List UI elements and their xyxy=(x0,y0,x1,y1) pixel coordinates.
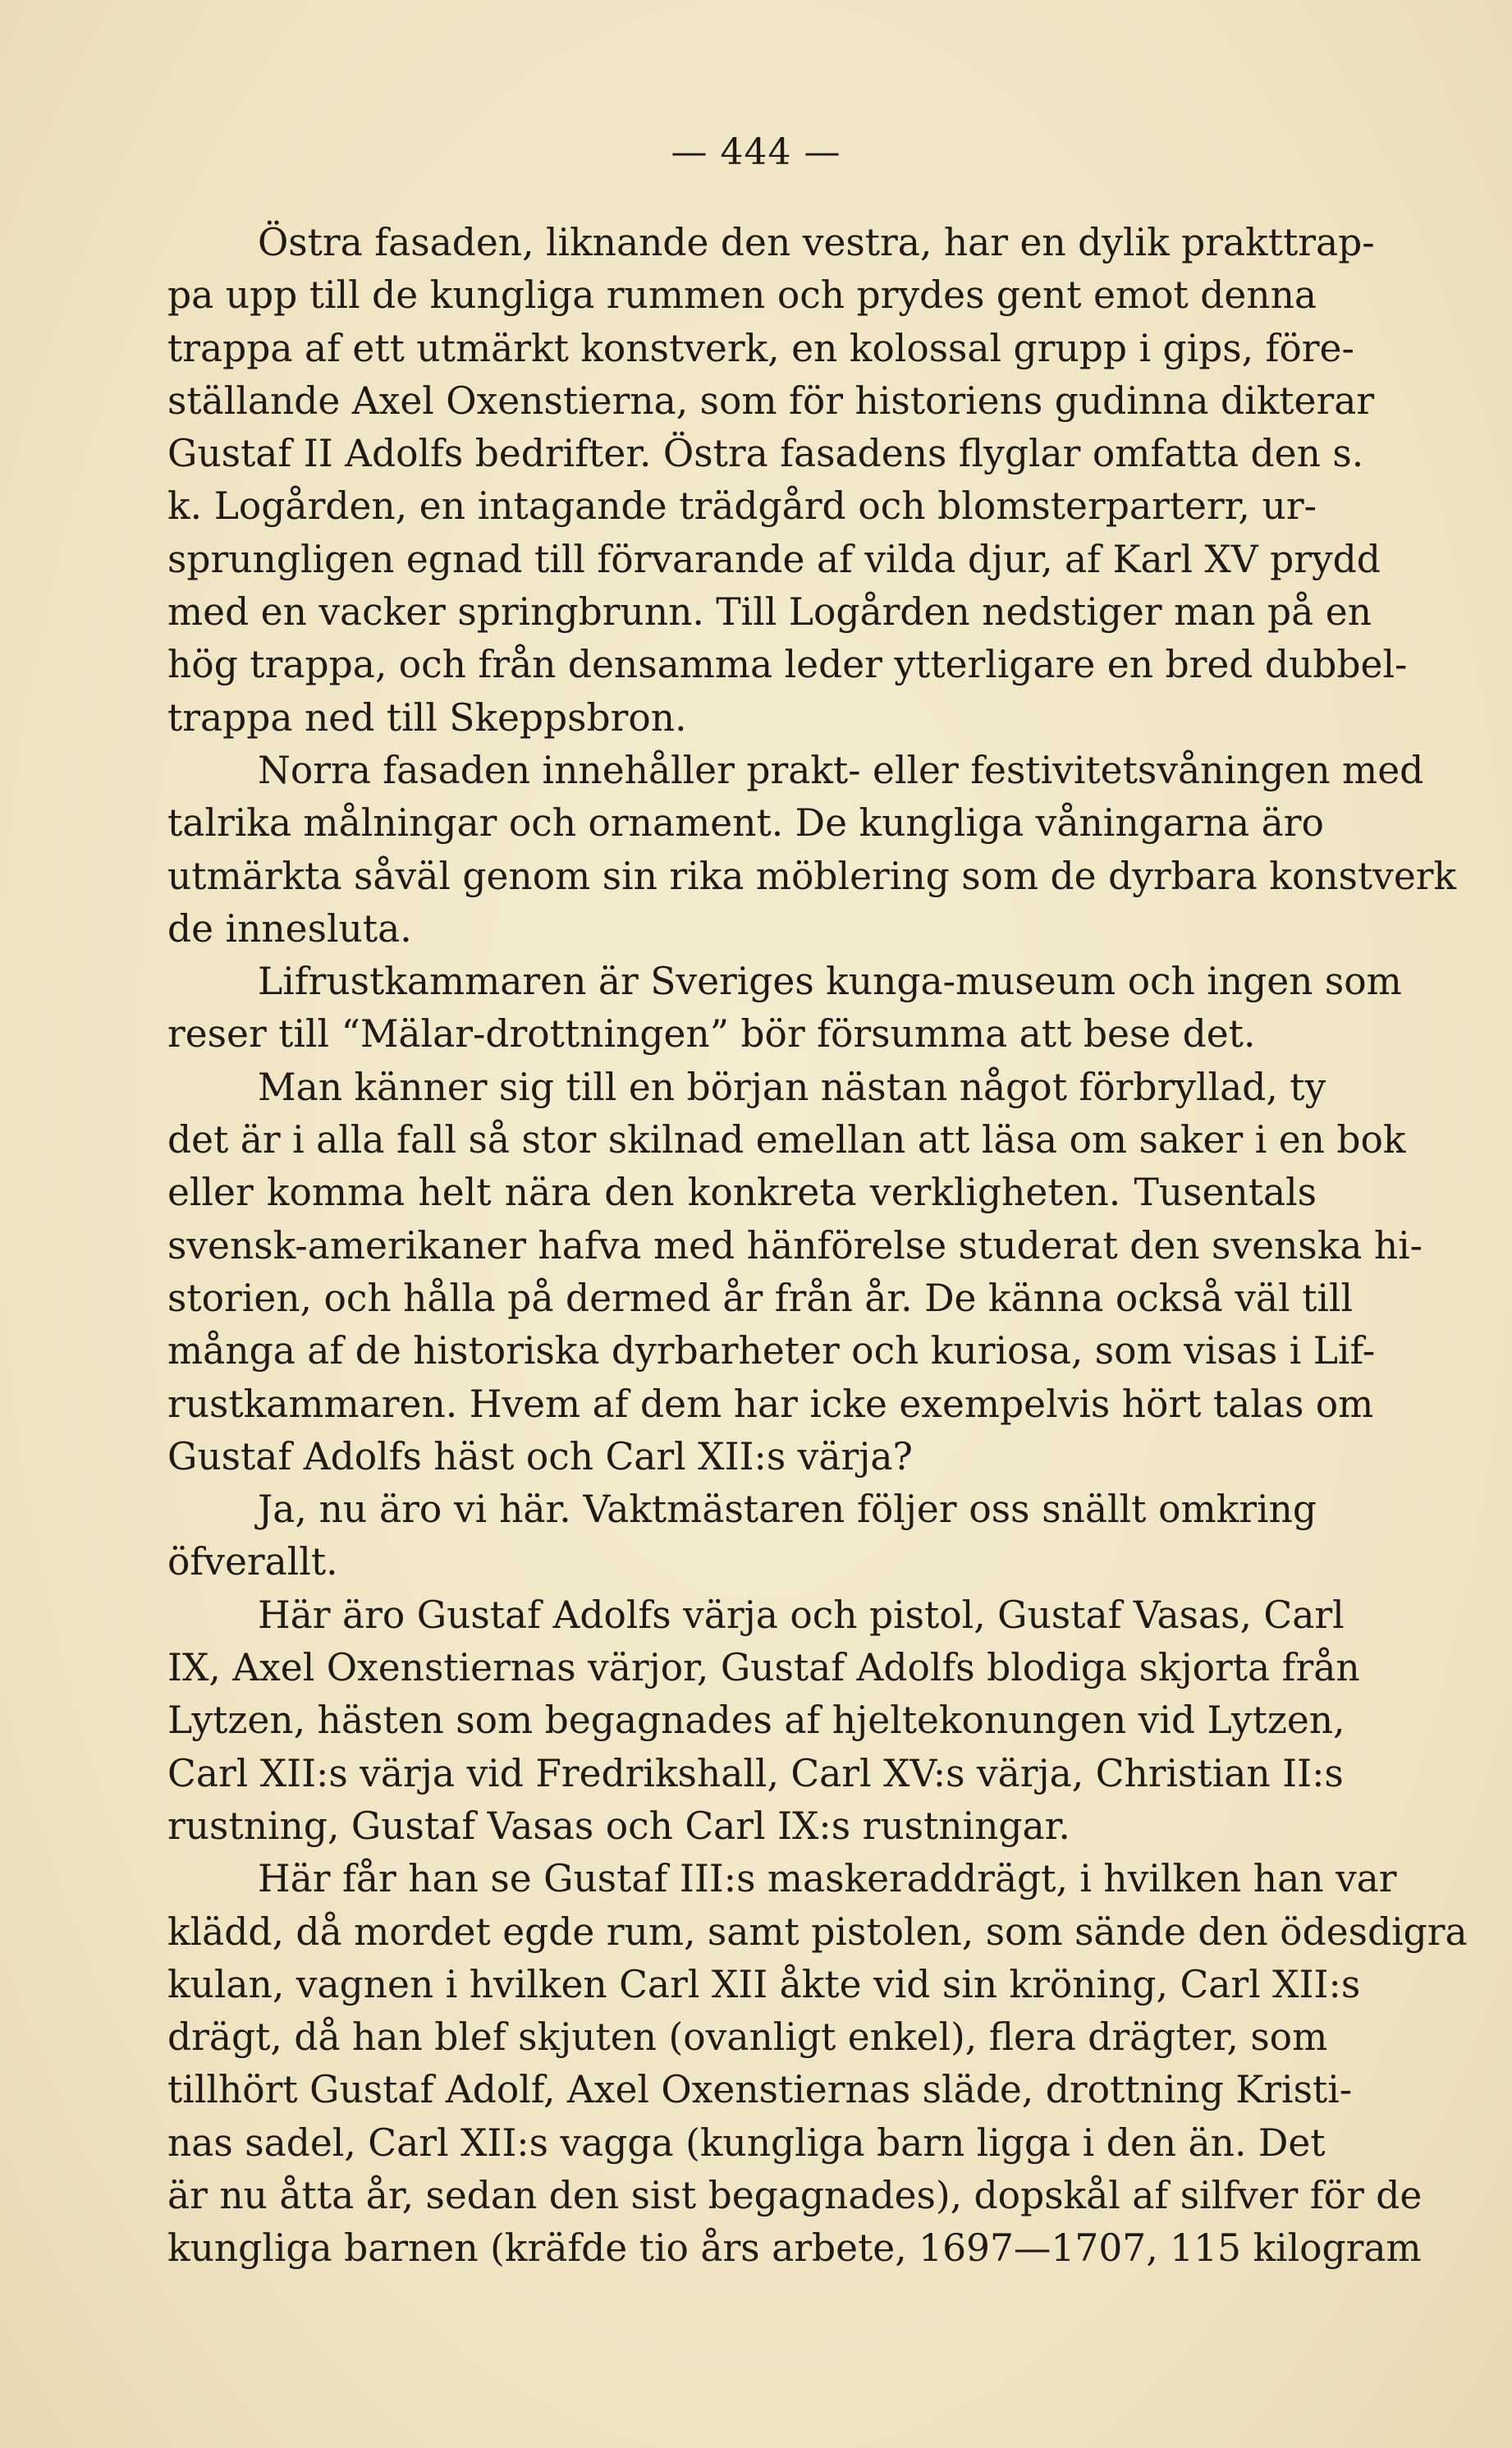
text-line: IX, Axel Oxenstiernas värjor, Gustaf Adolfs blodiga skjorta från xyxy=(167,1646,1360,1690)
text-line: Lytzen, hästen som begagnades af hjeltekonungen vid Lytzen, xyxy=(167,1698,1345,1743)
paragraph-costumes xyxy=(167,1853,1468,2275)
text-line: tillhört Gustaf Adolf, Axel Oxenstiernas släde, drottning Kristi- xyxy=(167,2068,1353,2112)
text-line: rustkammaren. Hvem af dem har icke exempelvis hört talas om xyxy=(167,1382,1374,1426)
text-line: många af de historiska dyrbarheter och kuriosa, som visas i Lif- xyxy=(167,1329,1376,1373)
text-line: talrika målningar och ornament. De kungliga våningarna äro xyxy=(167,801,1324,846)
paragraph-north-facade xyxy=(167,745,1457,956)
text-line: Lifrustkammaren är Sveriges kunga-museum och ingen som xyxy=(258,960,1402,1004)
text-line: reser till “Mälar-drottningen” bör försumma att bese det. xyxy=(167,1012,1256,1057)
text-line: Norra fasaden innehåller prakt- eller festivitetsvåningen med xyxy=(258,748,1424,792)
text-line: med en vacker springbrunn. Till Logården nedstiger man på en xyxy=(167,590,1372,635)
text-line: klädd, då mordet egde rum, samt pistolen, som sände den ödesdigra xyxy=(167,1909,1468,1954)
text-line: Carl XII:s värja vid Fredrikshall, Carl XV:s värja, Christian II:s xyxy=(167,1751,1344,1795)
text-line: trappa af ett utmärkt konstverk, en kolossal grupp i gips, före- xyxy=(167,326,1354,370)
text-line: är nu åtta år, sedan den sist begagnades), dopskål af silfver för de xyxy=(167,2173,1423,2217)
text-line: Här äro Gustaf Adolfs värja och pistol, Gustaf Vasas, Carl xyxy=(258,1593,1345,1637)
text-line: k. Logården, en intagande trädgård och blomsterparterr, ur- xyxy=(167,484,1317,529)
text-line: rustning, Gustaf Vasas och Carl IX:s rustningar. xyxy=(167,1804,1070,1848)
text-line: svensk-amerikaner hafva med hänförelse studerat den svenska hi- xyxy=(167,1223,1423,1268)
text-line: Gustaf Adolfs häst och Carl XII:s värja? xyxy=(167,1434,913,1478)
text-line: ställande Axel Oxenstierna, som för historiens gudinna dikterar xyxy=(167,378,1375,423)
body-text xyxy=(167,217,1468,2276)
text-line: kulan, vagnen i hvilken Carl XII åkte vid sin kröning, Carl XII:s xyxy=(167,1962,1361,2006)
text-line: sprungligen egnad till förvarande af vilda djur, af Karl XV prydd xyxy=(167,537,1381,581)
paragraph-here-we-are xyxy=(167,1483,1317,1589)
text-line: det är i alla fall så stor skilnad emellan att läsa om saker i en bok xyxy=(167,1118,1406,1162)
text-line: nas sadel, Carl XII:s vagga (kungliga barn ligga i den än. Det xyxy=(167,2120,1326,2165)
text-line: kungliga barnen (kräfde tio års arbete, 1697—1707, 115 kilogram xyxy=(167,2226,1422,2271)
text-line: Östra fasaden, liknande den vestra, har en dylik prakttrap- xyxy=(258,221,1375,264)
paragraph-swords xyxy=(167,1589,1360,1853)
paragraph-east-facade xyxy=(167,217,1408,745)
text-line: öfverallt. xyxy=(167,1540,338,1584)
page-number: — 444 — xyxy=(671,131,841,173)
paragraph-visitors xyxy=(167,1061,1423,1483)
text-line: Gustaf II Adolfs bedrifter. Östra fasadens flyglar omfatta den s. xyxy=(167,432,1364,476)
text-line: trappa ned till Skeppsbron. xyxy=(167,695,687,740)
text-line: drägt, då han blef skjuten (ovanligt enkel), flera drägter, som xyxy=(167,2015,1328,2060)
text-line: Ja, nu äro vi här. Vaktmästaren följer oss snällt omkring xyxy=(258,1488,1317,1532)
text-line: pa upp till de kungliga rummen och prydes gent emot denna xyxy=(167,273,1317,318)
text-line: Man känner sig till en början nästan något förbryllad, ty xyxy=(258,1065,1326,1109)
text-line: eller komma helt nära den konkreta verkligheten. Tusentals xyxy=(167,1171,1317,1215)
text-line: utmärkta såväl genom sin rika möblering som de dyrbara konstverk xyxy=(167,854,1457,898)
text-line: storien, och hålla på dermed år från år. De känna också väl till xyxy=(167,1276,1354,1320)
paragraph-lifrustkammaren xyxy=(167,956,1402,1061)
text-line: de innesluta. xyxy=(167,906,412,951)
text-line: Här får han se Gustaf III:s maskeraddrägt, i hvilken han var xyxy=(258,1857,1397,1901)
text-line: hög trappa, och från densamma leder ytterligare en bred dubbel- xyxy=(167,643,1408,687)
